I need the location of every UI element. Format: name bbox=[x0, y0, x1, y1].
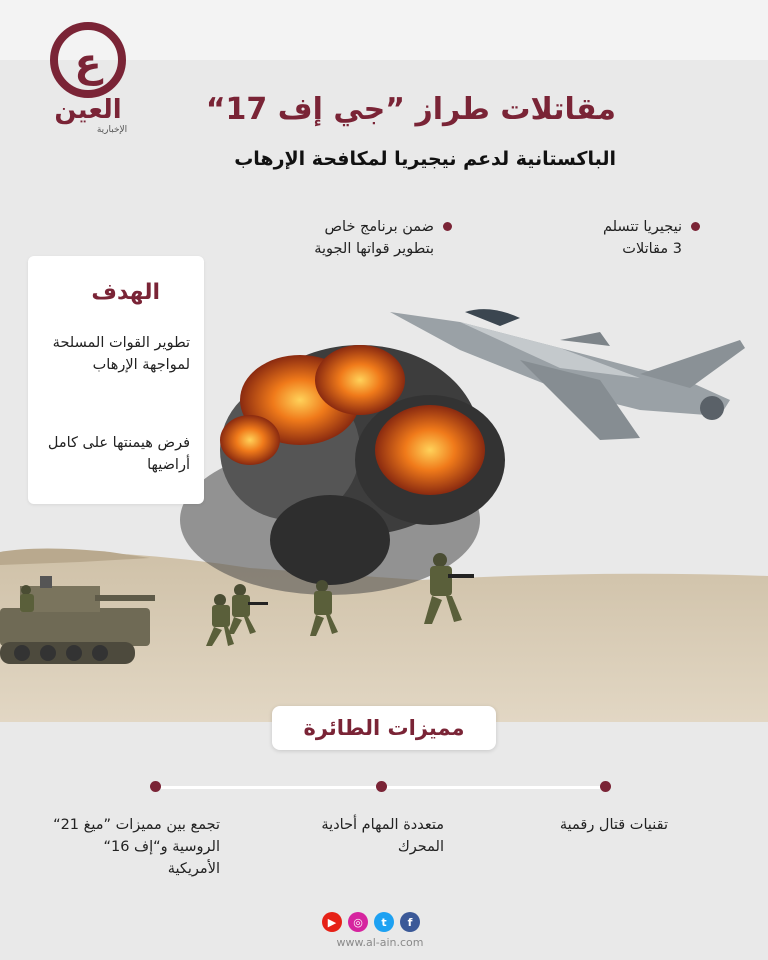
fact-line: ضمن برنامج خاص bbox=[324, 219, 434, 235]
bullet-dot-icon bbox=[443, 222, 452, 231]
explosion-icon bbox=[180, 345, 505, 595]
social-icons-row bbox=[322, 912, 420, 932]
fact-line: بتطوير قواتها الجوية bbox=[314, 241, 434, 257]
page-subtitle: الباكستانية لدعم نيجيريا لمكافحة الإرهاب bbox=[234, 148, 616, 170]
instagram-icon[interactable]: ◎ bbox=[348, 912, 368, 932]
twitter-icon[interactable]: t bbox=[374, 912, 394, 932]
logo-main-text: العين bbox=[54, 95, 122, 125]
features-title: مميزات الطائرة bbox=[303, 716, 465, 740]
fact-line: نيجيريا تتسلم bbox=[602, 219, 682, 235]
fact-item-deliveries bbox=[502, 216, 682, 260]
page-title: مقاتلات طراز ”جي إف 17“ bbox=[205, 92, 616, 127]
features-title-badge bbox=[272, 706, 496, 750]
logo-mark-icon bbox=[32, 20, 142, 140]
al-ain-logo bbox=[32, 20, 142, 140]
website-link[interactable]: www.al-ain.com bbox=[336, 936, 424, 949]
timeline-dot-icon bbox=[376, 781, 387, 792]
timeline-dot-icon bbox=[150, 781, 161, 792]
feature-item-digital: تقنيات قتال رقمية bbox=[559, 817, 668, 833]
bullet-dot-icon bbox=[691, 222, 700, 231]
svg-text:ع: ع bbox=[74, 40, 102, 86]
fact-item-program bbox=[224, 216, 434, 260]
feature-item-multirole: متعددة المهام أحادية المحرك bbox=[321, 817, 444, 855]
facebook-icon[interactable]: f bbox=[400, 912, 420, 932]
goal-item: تطوير القوات المسلحة لمواجهة الإرهاب bbox=[52, 335, 190, 373]
fact-line: 3 مقاتلات bbox=[622, 241, 682, 257]
goal-card bbox=[28, 256, 204, 504]
logo-sub-text: الإخبارية bbox=[96, 125, 128, 135]
timeline-dot-icon bbox=[600, 781, 611, 792]
goal-item: فرض هيمنتها على كامل أراضيها bbox=[47, 435, 190, 473]
youtube-icon[interactable]: ▶ bbox=[322, 912, 342, 932]
goal-title: الهدف bbox=[91, 280, 160, 305]
feature-item-combined: تجمع بين مميزات ”ميغ 21“ الروسية و“إف 16“ الأمريكية bbox=[53, 817, 220, 877]
